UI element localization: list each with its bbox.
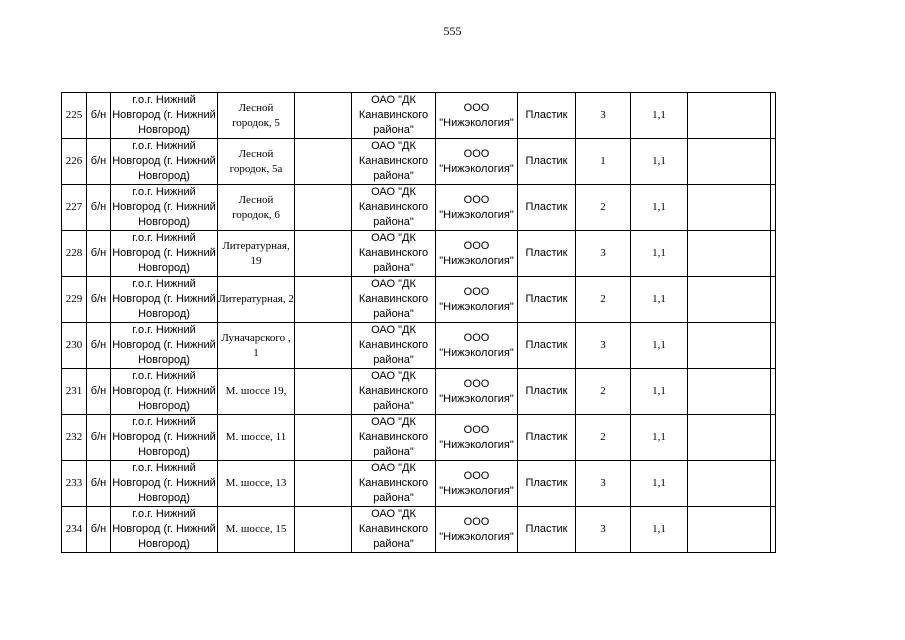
table-row xyxy=(62,277,776,323)
cell-operator: ОАО "ДК Канавинского района" xyxy=(352,93,436,139)
cell-operator: ОАО "ДК Канавинского района" xyxy=(352,323,436,369)
cell-address: Литературная, 19 xyxy=(218,231,295,277)
cell-municipality: г.о.г. Нижний Новгород (г. Нижний Новгород) xyxy=(111,369,218,415)
cell-material: Пластик xyxy=(518,277,576,323)
cell-empty xyxy=(688,185,771,231)
cell-empty xyxy=(771,507,776,553)
cell-type: б/н xyxy=(87,185,111,231)
cell-volume: 1,1 xyxy=(631,369,688,415)
cell-empty xyxy=(688,461,771,507)
cell-empty xyxy=(688,369,771,415)
cell-address: М. шоссе, 13 xyxy=(218,461,295,507)
cell-municipality: г.о.г. Нижний Новгород (г. Нижний Новгород) xyxy=(111,139,218,185)
cell-volume: 1,1 xyxy=(631,231,688,277)
cell-address: М. шоссе 19, xyxy=(218,369,295,415)
cell-operator: ОАО "ДК Канавинского района" xyxy=(352,369,436,415)
cell-volume: 1,1 xyxy=(631,461,688,507)
cell-contractor: ООО "Нижэкология" xyxy=(436,93,518,139)
cell-count: 3 xyxy=(576,231,631,277)
table-row xyxy=(62,231,776,277)
cell-operator: ОАО "ДК Канавинского района" xyxy=(352,507,436,553)
cell-material: Пластик xyxy=(518,139,576,185)
cell-count: 3 xyxy=(576,461,631,507)
cell-empty xyxy=(295,507,352,553)
cell-material: Пластик xyxy=(518,461,576,507)
cell-empty xyxy=(688,323,771,369)
cell-type: б/н xyxy=(87,507,111,553)
cell-material: Пластик xyxy=(518,369,576,415)
cell-address: Луначарского , 1 xyxy=(218,323,295,369)
cell-municipality: г.о.г. Нижний Новгород (г. Нижний Новгород) xyxy=(111,231,218,277)
cell-empty xyxy=(295,231,352,277)
cell-address: Лесной городок, 5а xyxy=(218,139,295,185)
cell-empty xyxy=(771,139,776,185)
table-row xyxy=(62,507,776,553)
table-row xyxy=(62,369,776,415)
cell-number: 227 xyxy=(62,185,87,231)
cell-volume: 1,1 xyxy=(631,415,688,461)
cell-number: 232 xyxy=(62,415,87,461)
table-row xyxy=(62,93,776,139)
cell-volume: 1,1 xyxy=(631,507,688,553)
cell-address: М. шоссе, 11 xyxy=(218,415,295,461)
cell-count: 3 xyxy=(576,507,631,553)
page-number: 555 xyxy=(443,24,462,38)
cell-empty xyxy=(771,277,776,323)
cell-number: 234 xyxy=(62,507,87,553)
cell-address: Лесной городок, 6 xyxy=(218,185,295,231)
cell-type: б/н xyxy=(87,93,111,139)
cell-address: Литературная, 2 xyxy=(218,277,295,323)
cell-material: Пластик xyxy=(518,507,576,553)
cell-empty xyxy=(771,185,776,231)
cell-count: 2 xyxy=(576,415,631,461)
cell-empty xyxy=(771,323,776,369)
cell-operator: ОАО "ДК Канавинского района" xyxy=(352,461,436,507)
cell-type: б/н xyxy=(87,231,111,277)
cell-material: Пластик xyxy=(518,231,576,277)
cell-number: 229 xyxy=(62,277,87,323)
cell-volume: 1,1 xyxy=(631,139,688,185)
cell-number: 225 xyxy=(62,93,87,139)
cell-municipality: г.о.г. Нижний Новгород (г. Нижний Новгород) xyxy=(111,93,218,139)
cell-count: 3 xyxy=(576,323,631,369)
cell-empty xyxy=(295,277,352,323)
cell-material: Пластик xyxy=(518,323,576,369)
cell-address: Лесной городок, 5 xyxy=(218,93,295,139)
cell-empty xyxy=(771,415,776,461)
cell-operator: ОАО "ДК Канавинского района" xyxy=(352,231,436,277)
table-row xyxy=(62,461,776,507)
cell-type: б/н xyxy=(87,323,111,369)
cell-municipality: г.о.г. Нижний Новгород (г. Нижний Новгород) xyxy=(111,277,218,323)
cell-empty xyxy=(295,185,352,231)
cell-material: Пластик xyxy=(518,415,576,461)
cell-contractor: ООО "Нижэкология" xyxy=(436,461,518,507)
cell-type: б/н xyxy=(87,369,111,415)
table-row xyxy=(62,185,776,231)
cell-empty xyxy=(295,461,352,507)
cell-municipality: г.о.г. Нижний Новгород (г. Нижний Новгород) xyxy=(111,461,218,507)
cell-address: М. шоссе, 15 xyxy=(218,507,295,553)
cell-municipality: г.о.г. Нижний Новгород (г. Нижний Новгород) xyxy=(111,415,218,461)
cell-contractor: ООО "Нижэкология" xyxy=(436,323,518,369)
cell-type: б/н xyxy=(87,277,111,323)
cell-empty xyxy=(688,415,771,461)
cell-contractor: ООО "Нижэкология" xyxy=(436,185,518,231)
cell-volume: 1,1 xyxy=(631,185,688,231)
cell-volume: 1,1 xyxy=(631,277,688,323)
cell-municipality: г.о.г. Нижний Новгород (г. Нижний Новгород) xyxy=(111,185,218,231)
cell-contractor: ООО "Нижэкология" xyxy=(436,277,518,323)
cell-empty xyxy=(688,93,771,139)
cell-volume: 1,1 xyxy=(631,323,688,369)
table-row xyxy=(62,139,776,185)
cell-number: 228 xyxy=(62,231,87,277)
cell-type: б/н xyxy=(87,415,111,461)
cell-empty xyxy=(771,93,776,139)
cell-type: б/н xyxy=(87,461,111,507)
cell-count: 3 xyxy=(576,93,631,139)
cell-number: 233 xyxy=(62,461,87,507)
cell-contractor: ООО "Нижэкология" xyxy=(436,507,518,553)
cell-contractor: ООО "Нижэкология" xyxy=(436,415,518,461)
cell-municipality: г.о.г. Нижний Новгород (г. Нижний Новгород) xyxy=(111,507,218,553)
cell-material: Пластик xyxy=(518,93,576,139)
cell-empty xyxy=(295,415,352,461)
data-table xyxy=(61,92,776,553)
cell-operator: ОАО "ДК Канавинского района" xyxy=(352,415,436,461)
cell-empty xyxy=(771,461,776,507)
cell-number: 231 xyxy=(62,369,87,415)
cell-empty xyxy=(688,277,771,323)
cell-type: б/н xyxy=(87,139,111,185)
cell-empty xyxy=(295,369,352,415)
table-row xyxy=(62,415,776,461)
cell-number: 226 xyxy=(62,139,87,185)
cell-operator: ОАО "ДК Канавинского района" xyxy=(352,139,436,185)
cell-count: 1 xyxy=(576,139,631,185)
table-body xyxy=(62,93,776,553)
cell-contractor: ООО "Нижэкология" xyxy=(436,231,518,277)
cell-empty xyxy=(295,323,352,369)
cell-volume: 1,1 xyxy=(631,93,688,139)
cell-municipality: г.о.г. Нижний Новгород (г. Нижний Новгород) xyxy=(111,323,218,369)
cell-empty xyxy=(688,507,771,553)
cell-empty xyxy=(688,139,771,185)
cell-contractor: ООО "Нижэкология" xyxy=(436,139,518,185)
cell-empty xyxy=(771,231,776,277)
cell-count: 2 xyxy=(576,369,631,415)
cell-count: 2 xyxy=(576,185,631,231)
cell-operator: ОАО "ДК Канавинского района" xyxy=(352,185,436,231)
cell-count: 2 xyxy=(576,277,631,323)
cell-empty xyxy=(688,231,771,277)
cell-empty xyxy=(295,93,352,139)
cell-material: Пластик xyxy=(518,185,576,231)
cell-number: 230 xyxy=(62,323,87,369)
cell-empty xyxy=(771,369,776,415)
cell-contractor: ООО "Нижэкология" xyxy=(436,369,518,415)
cell-empty xyxy=(295,139,352,185)
table-row xyxy=(62,323,776,369)
cell-operator: ОАО "ДК Канавинского района" xyxy=(352,277,436,323)
